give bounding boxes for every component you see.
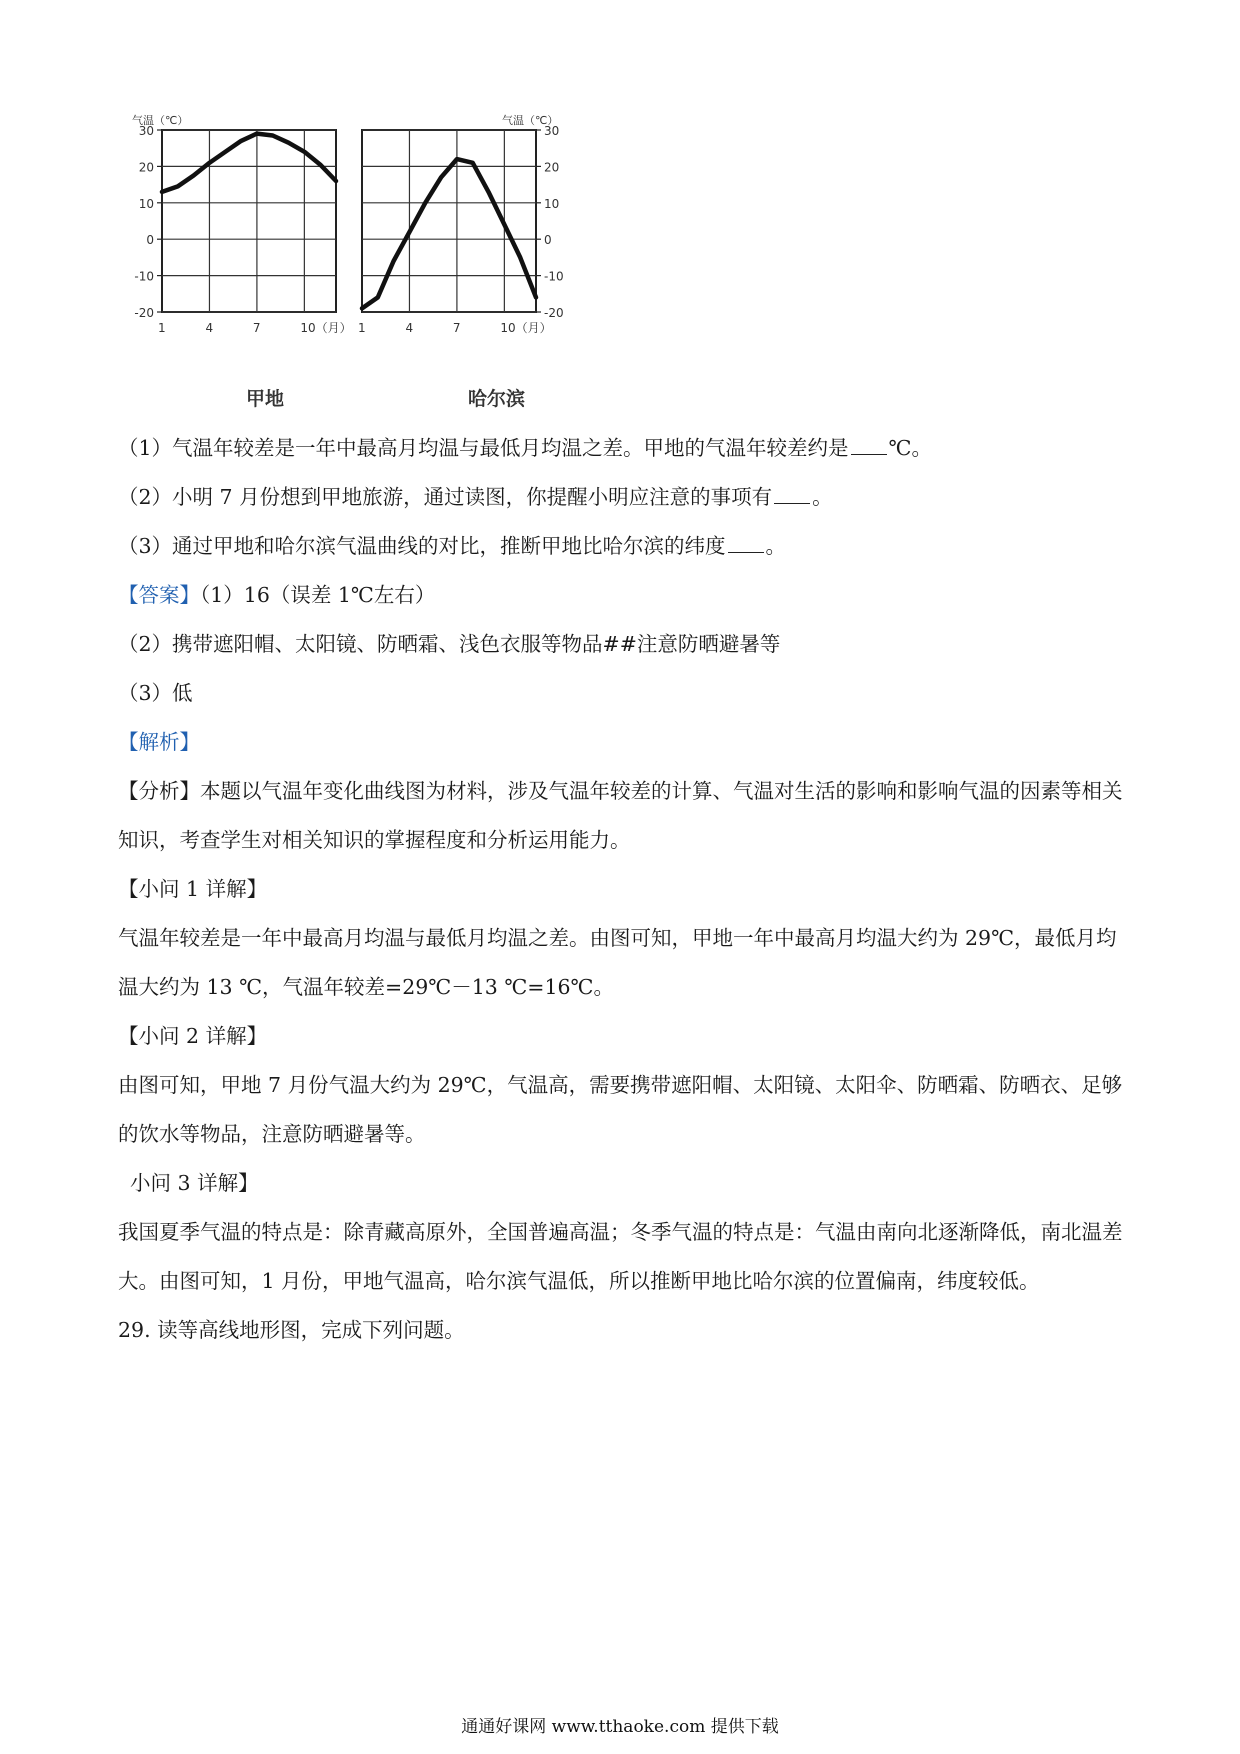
y-tick-label-left: 20 [138,160,154,175]
data-point-left [239,139,243,143]
data-point-right [471,161,475,165]
data-point-left [208,161,212,165]
x-tick-label-right: 1 [358,321,366,335]
data-point-left [271,134,275,138]
answer-blank-3 [728,532,764,553]
y-tick-label-left: 30 [138,124,154,138]
chart-caption-right: 哈尔滨 [468,388,526,410]
temperature-line-right [362,159,536,308]
question-2-suffix: 。 [812,485,833,509]
answer-3: （3）低 [118,681,193,705]
sub-question-1-heading: 【小问 1 详解】 [118,877,268,901]
x-tick-label-left: 10（月） [300,321,352,335]
question-1-suffix: ℃。 [888,436,932,460]
data-point-left [303,150,307,154]
data-point-right [455,157,459,161]
data-point-right [376,296,380,300]
data-point-right [518,256,522,260]
answer-label: 【答案】 [118,583,200,607]
y-axis-label-left: 气温（℃） [132,114,189,127]
x-tick-label-right: 4 [405,321,414,335]
sub-question-3-explanation: 我国夏季气温的特点是：除青藏高原外，全国普遍高温；冬季气温的特点是：气温由南向北逐渐降低，南北温差大。由图可知，1 月份，甲地气温高，哈尔滨气温低，所以推断甲地比哈尔滨的位置偏南，纬度较低。 [118,1220,1123,1293]
question-3-text: （3）通过甲地和哈尔滨气温曲线的对比，推断甲地比哈尔滨的纬度 [118,534,726,558]
y-tick-label-right: -10 [544,269,564,284]
y-axis-label-right: 气温（℃） [502,114,559,127]
x-tick-label-right: 7 [452,321,461,335]
y-tick-label-right: 20 [544,160,560,175]
data-point-right [439,176,443,180]
data-point-left [192,174,196,178]
answer-2: （2）携带遮阳帽、太阳镜、防晒霜、浅色衣服等物品##注意防晒避暑等 [118,632,781,656]
data-point-left [176,185,180,189]
question-3 [118,522,1128,571]
chart-caption-left: 甲地 [246,388,285,410]
data-point-left [334,179,338,183]
data-point-right [360,307,364,311]
temperature-figure [120,112,680,412]
question-2 [118,473,1128,522]
data-point-left [287,141,291,145]
answer-1: （1）16（误差 1℃左右） [200,583,436,607]
analysis-summary: 【分析】本题以气温年变化曲线图为材料，涉及气温年较差的计算、气温对生活的影响和影响气温的因素等相关知识，考查学生对相关知识的掌握程度和分析运用能力。 [118,779,1123,852]
y-tick-label-right: 10 [544,196,560,211]
data-point-right [423,201,427,205]
answer-blank-1 [851,434,887,455]
answer-blank-2 [774,483,810,504]
question-2-text: （2）小明 7 月份想到甲地旅游，通过读图，你提醒小明应注意的事项有 [118,485,773,509]
sub-question-3-heading: 小问 3 详解】 [130,1171,259,1195]
document-body [118,424,1128,1355]
x-tick-label-left: 7 [252,321,261,335]
data-point-left [223,150,227,154]
sub-question-2-heading: 【小问 2 详解】 [118,1024,268,1048]
data-point-right [487,190,491,194]
page-footer: 通通好课网 www.tthaoke.com 提供下载 [461,1717,779,1737]
data-point-left [318,163,322,167]
answer-line-1 [118,571,1128,620]
x-tick-label-left: 1 [158,321,166,335]
data-point-left [255,132,259,136]
data-point-right [534,296,538,300]
data-point-right [503,223,507,227]
question-1-text: （1）气温年较差是一年中最高月均温与最低月均温之差。甲地的气温年较差约是 [118,436,849,460]
x-tick-label-left: 4 [205,321,214,335]
question-1 [118,424,1128,473]
y-tick-label-right: -20 [544,306,564,320]
sub-question-1-explanation: 气温年较差是一年中最高月均温与最低月均温之差。由图可知，甲地一年中最高月均温大约为 29℃，最低月均温大约为 13 ℃，气温年较差=29℃－13 ℃=16℃。 [118,926,1117,999]
y-tick-label-right: 0 [544,233,552,248]
y-tick-label-left: 0 [146,233,154,248]
y-tick-label-left: -10 [134,269,154,284]
y-tick-label-left: -20 [134,306,154,320]
data-point-right [392,259,396,263]
data-point-right [408,230,412,234]
x-tick-label-right: 10（月） [500,321,552,335]
y-tick-label-left: 10 [138,196,154,211]
temperature-line-left [162,134,336,192]
analysis-label: 【解析】 [118,730,200,754]
y-tick-label-right: 30 [544,124,560,138]
temperature-charts-svg [120,112,680,412]
sub-question-2-explanation: 由图可知，甲地 7 月份气温大约为 29℃，气温高，需要携带遮阳帽、太阳镜、太阳伞、防晒霜、防晒衣、足够的饮水等物品，注意防晒避暑等。 [118,1073,1123,1146]
plot-frame-right [362,130,536,312]
data-point-left [160,190,164,194]
next-question: 29. 读等高线地形图，完成下列问题。 [118,1318,465,1342]
question-3-suffix: 。 [765,534,787,558]
